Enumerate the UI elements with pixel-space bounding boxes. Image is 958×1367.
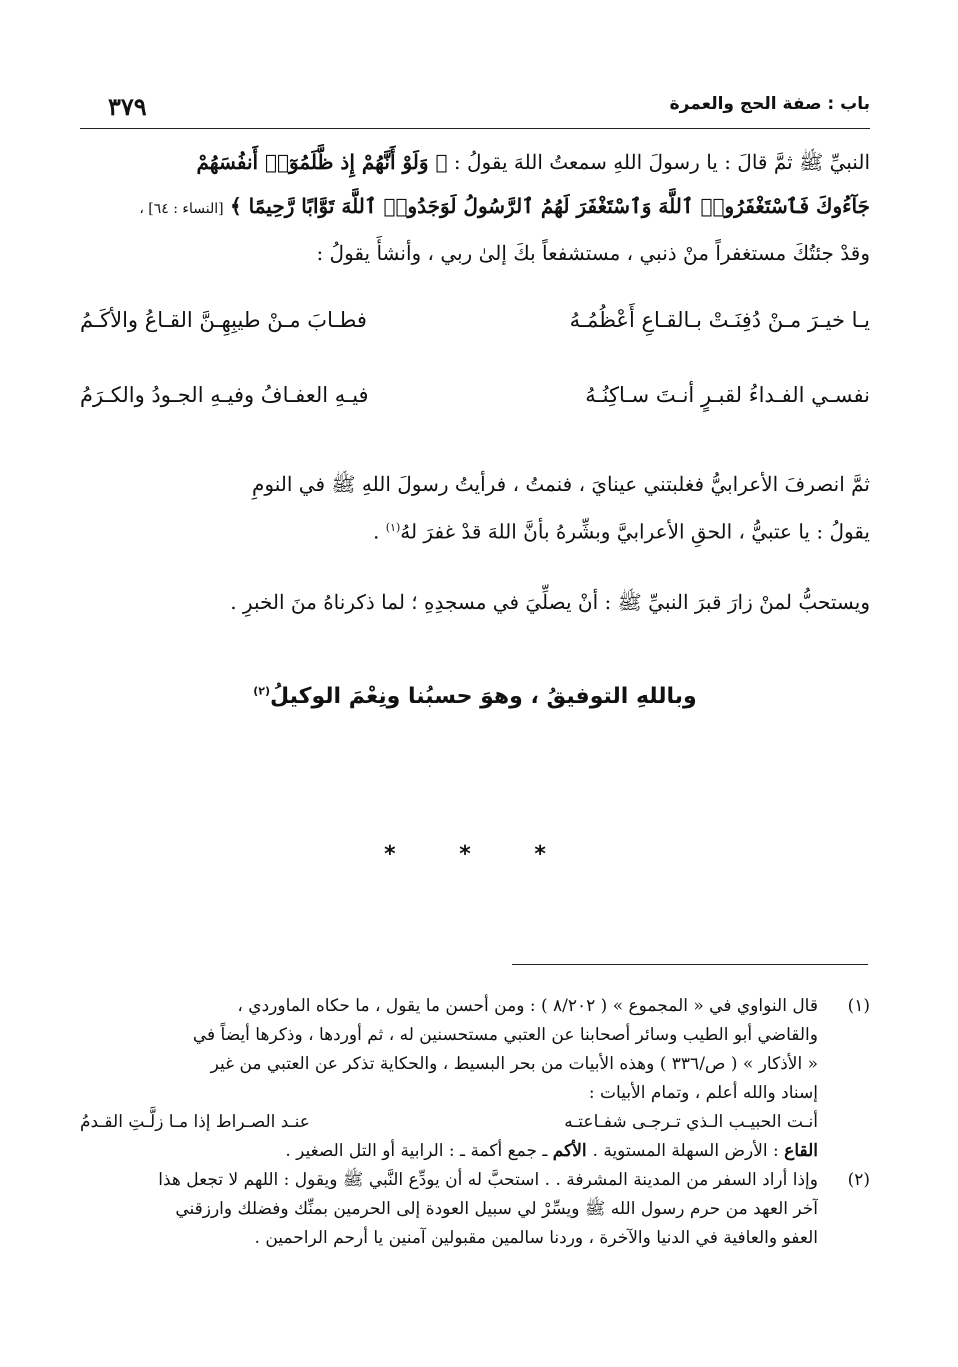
footnote-marker: (٢) (253, 684, 271, 698)
gloss-definition: ـ جمع أكمة ـ : الرابية أو التل الصغير . (285, 1141, 553, 1161)
quran-verse-text: ﴿ وَلَوْ أَنَّهُمْ إِذ ظَّلَمُوٓا۟ أَنفُسَهُمْ (196, 150, 448, 174)
paragraph-end: . (373, 519, 386, 544)
gloss-term: القاع (784, 1141, 818, 1161)
paragraph-text: ويستحبُّ لمنْ زارَ قبرَ النبيِّ ﷺ : أنْ يصلِّيَ في مسجدِهِ ؛ لما ذكرناهُ منَ الخبرِ . (230, 590, 870, 614)
verse-first-hemistich: يـا خيـرَ مـنْ دُفِنَـتْ بـالقـاعِ أَعْظُمُـهُ (569, 308, 870, 332)
poem-verse (80, 308, 870, 352)
chapter-title: باب : صفة الحج والعمرة (669, 94, 870, 114)
footnote-number: (٢) (847, 1170, 870, 1190)
gloss-definition: : الأرض السهلة المستوية . (592, 1141, 785, 1161)
paragraph-line (80, 184, 870, 231)
paragraph-line (80, 506, 870, 554)
footnote-gloss (80, 1137, 818, 1166)
paragraph-line: وقدْ جئتُكَ مستغفراً منْ ذنبي ، مستشفعاً بكَ إلىٰ ربي ، وأنشأَ يقولُ : (316, 241, 870, 265)
quran-verse-text: جَآءُوكَ فَٱسْتَغْفَرُوا۟ ٱللَّهَ وَٱسْتَغْفَرَ لَهُمُ ٱلرَّسُولُ لَوَجَدُوا۟ ٱللَّهَ تَوَّابًا رَّحِيمًا ﴾ (229, 194, 870, 218)
verse-second-hemistich: فطـابَ مـنْ طيبِهِـنَّ القـاعُ والأكَـمُ (80, 308, 367, 332)
verse-first-hemistich: أنـت الحبيـب الـذي تـرجـى شفـاعتـه (564, 1112, 818, 1132)
footnote-line: « الأذكار » ( ص/٣٣٦ ) وهذه الأبيات من بحر البسيط ، والحكاية تذكر عن العتبي من غير (210, 1054, 818, 1074)
verse-second-hemistich: فيـهِ العفـافُ وفيـهِ الجـودُ والكـرَمُ (80, 383, 369, 407)
running-header (80, 92, 870, 126)
footnote-line: والقاضي أبو الطيب وسائر أصحابنا عن العتبي مستحسنين له ، ثم أوردها ، وذكرها أيضاً في (192, 1025, 818, 1045)
footnote-line: وإذا أراد السفر من المدينة المشرفة . . استحبَّ له أن يودِّع النَّبي ﷺ ويقول : اللهم لا تجعل هذا (158, 1170, 818, 1190)
footnote-line: آخر العهد من حرم رسول الله ﷺ ويسِّرْ لي سبيل العودة إلى الحرمين بمنِّك وفضلك وارزقني (175, 1199, 818, 1219)
paragraph-recommendation (80, 580, 870, 624)
page-number: ٣٧٩ (108, 92, 147, 121)
paragraph-line: ثمَّ انصرفَ الأعرابيُّ فغلبتني عينايَ ، فنمتُ ، فرأيتُ رسولَ اللهِ ﷺ في النومِ (252, 472, 870, 496)
footnote-number: (١) (847, 996, 870, 1016)
paragraph-quran-citation (80, 140, 870, 275)
closing-line (80, 684, 870, 709)
paragraph-line (80, 140, 870, 184)
footnote (80, 1166, 870, 1253)
paragraph-dream (80, 462, 870, 554)
footnotes (80, 992, 870, 1253)
footnote-marker: (١) (385, 521, 401, 534)
footnote-line: إسناد والله أعلم ، وتمام الأبيات : (588, 1083, 818, 1103)
footnote-line: قال النواوي في « المجموع » ( ٨/٢٠٢ ) : ومن أحسن ما يقول ، ما حكاه الماوردي ، (237, 996, 818, 1016)
header-divider (80, 128, 870, 129)
poem-verse (80, 383, 870, 427)
intro-text: النبيِّ ﷺ ثمَّ قالَ : يا رسولَ اللهِ سمعتُ اللهَ يقولُ : (453, 150, 870, 174)
section-separator: * * * (384, 842, 574, 867)
paragraph-text: يقولُ : يا عتبيُّ ، الحقِ الأعرابيَّ وبشِّرهُ بأنَّ اللهَ قدْ غفرَ لهُ (400, 519, 870, 544)
footnote-divider (512, 964, 868, 965)
verse-reference: [النساء : ٦٤] ، (139, 201, 224, 217)
gloss-term: الأكم (552, 1141, 593, 1161)
footnote-verse (80, 1108, 818, 1137)
verse-first-hemistich: نفسـي الفـداءُ لقبـرٍ أنـتَ سـاكِنُـهُ (585, 383, 870, 407)
verse-second-hemistich: عنـد الصـراط إذا مـا زلَّـتِ القـدمُ (80, 1112, 310, 1132)
footnote (80, 992, 870, 1166)
footnote-line: العفو والعافية في الدنيا والآخرة ، وردنا سالمين مقبولين آمنين يا أرحم الراحمين . (254, 1228, 818, 1248)
closing-text: وباللهِ التوفيقُ ، وهوَ حسبُنا ونِعْمَ الوكيلُ (270, 684, 697, 709)
